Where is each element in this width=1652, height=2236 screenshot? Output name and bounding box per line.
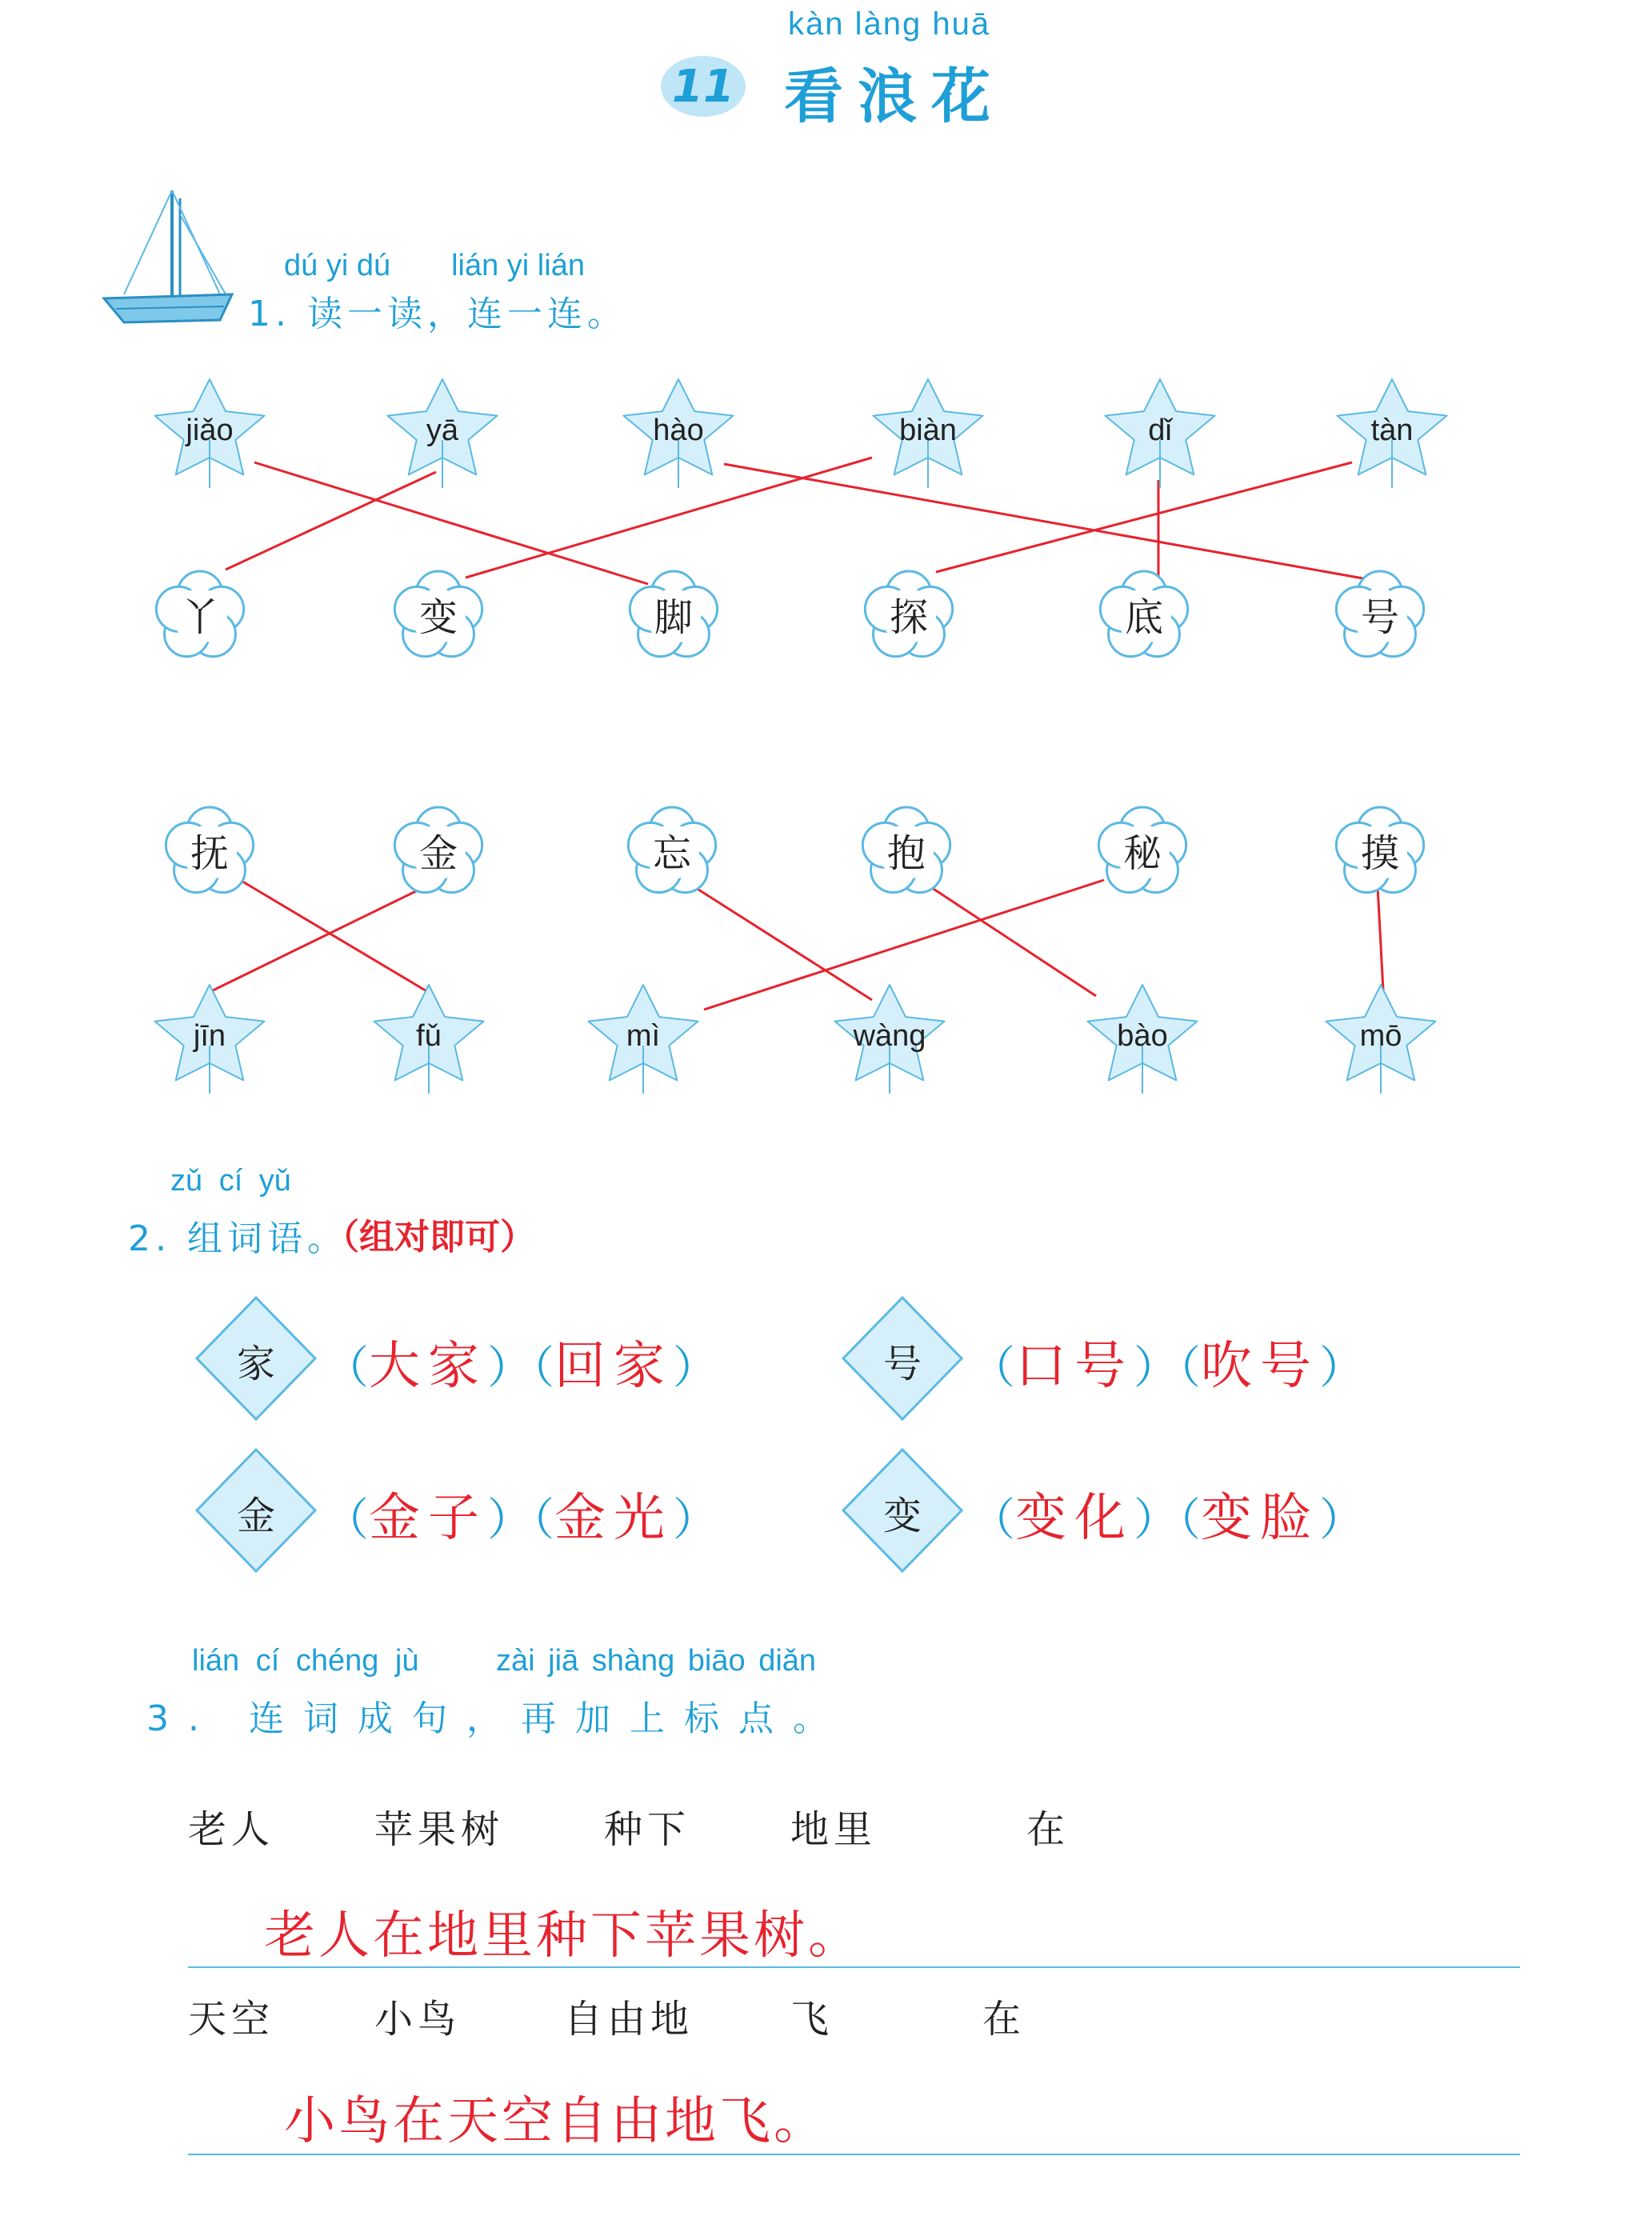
char-label: 底 (1124, 595, 1164, 640)
match-line-g1-3 (724, 464, 1372, 580)
q2-heading: 2. 组词语。 (128, 1218, 347, 1259)
q3-pinyin-b: zài jiā shàng biāo diǎn (496, 1644, 817, 1678)
char-label: 忘 (652, 831, 692, 876)
word-group-char: 号 (882, 1342, 922, 1386)
close-paren: ） (487, 1494, 532, 1546)
answer-word: 回家 (554, 1337, 673, 1396)
title-pinyin: kàn làng huā (788, 6, 991, 42)
word-group-item (192, 1446, 816, 1566)
sentence-word: 自由地 (564, 1997, 694, 2042)
pinyin-label: mō (1359, 1019, 1402, 1053)
match-line-g2-4 (920, 880, 1096, 996)
q3-row2-line (188, 2154, 1520, 2155)
open-paren: （ (970, 1494, 1015, 1546)
word-group-answers (970, 1477, 1364, 1550)
word-group-answers (970, 1325, 1364, 1398)
pinyin-label: wàng (853, 1019, 926, 1053)
pinyin-label: mì (626, 1019, 661, 1053)
word-group-item (192, 1294, 816, 1414)
char-label: 丫 (180, 595, 220, 640)
q2-note: （组对即可） (324, 1217, 535, 1258)
answer-word: 变脸 (1201, 1489, 1319, 1548)
sentence-word: 在 (1026, 1807, 1070, 1852)
answer-word: 变化 (1015, 1489, 1134, 1548)
answer-word: 金子 (369, 1489, 487, 1548)
match-line-g1-1 (254, 462, 648, 584)
sentence-word: 在 (982, 1997, 1026, 2042)
q3-heading: 3. 连词成句，再加上标点。 (146, 1698, 847, 1739)
close-paren: ） (1134, 1494, 1178, 1546)
close-paren: ） (673, 1494, 718, 1546)
pinyin-label: biàn (899, 414, 957, 447)
sentence-word: 地里 (790, 1807, 878, 1852)
match-line-g2-1 (240, 880, 428, 992)
q3-row1-answer: 老人在地里种下苹果树。 (264, 1906, 862, 1966)
char-label: 金 (418, 831, 458, 876)
char-label: 抱 (886, 831, 926, 876)
answer-word: 金光 (554, 1489, 673, 1548)
q2-pinyin: zǔ cí yǔ (170, 1164, 291, 1198)
pinyin-label: fǔ (416, 1019, 442, 1053)
word-group-answers (324, 1477, 718, 1550)
open-paren: （ (1178, 1342, 1201, 1394)
sentence-word: 老人 (188, 1807, 275, 1852)
char-label: 摸 (1360, 831, 1400, 876)
sentence-word: 天空 (188, 1997, 275, 2042)
char-label: 秘 (1122, 831, 1162, 876)
close-paren: ） (673, 1342, 718, 1394)
char-label: 号 (1360, 595, 1400, 640)
sentence-word: 小鸟 (374, 1997, 462, 2042)
pinyin-label: yā (426, 414, 459, 447)
char-label: 抚 (190, 831, 230, 876)
lesson-title: 看浪花 (784, 62, 1005, 131)
pinyin-label: bào (1117, 1019, 1168, 1053)
match-line-g2-5 (704, 880, 1104, 1010)
word-group-char: 家 (236, 1342, 275, 1386)
open-paren: （ (324, 1494, 369, 1546)
pinyin-label: dǐ (1148, 414, 1172, 447)
q3-row1-line (188, 1966, 1520, 1968)
word-group-item (838, 1446, 1462, 1566)
q3-row2-answer: 小鸟在天空自由地飞。 (284, 2092, 828, 2151)
pinyin-label: jiǎo (186, 414, 234, 447)
close-paren: ） (487, 1342, 532, 1394)
q1-heading: 1. 读一读，连一连。 (248, 294, 627, 334)
char-label: 探 (889, 595, 929, 640)
close-paren: ） (1319, 1342, 1364, 1394)
answer-word: 吹号 (1201, 1337, 1319, 1396)
word-group-char: 变 (882, 1494, 922, 1538)
match-line-g1-6 (936, 462, 1352, 572)
q3-pinyin-a: lián cí chéng jù (192, 1644, 419, 1678)
open-paren: （ (532, 1342, 554, 1394)
word-group-item (838, 1294, 1462, 1414)
open-paren: （ (532, 1494, 554, 1546)
match-line-g1-4 (466, 458, 872, 578)
char-label: 变 (418, 595, 458, 640)
close-paren: ） (1134, 1342, 1178, 1394)
answer-word: 口号 (1015, 1337, 1134, 1396)
lesson-number: 11 (672, 60, 734, 113)
open-paren: （ (1178, 1494, 1201, 1546)
close-paren: ） (1319, 1494, 1364, 1546)
q1-pinyin: dú yi dú lián yi lián (284, 249, 585, 282)
answer-word: 大家 (369, 1337, 487, 1396)
pinyin-label: tàn (1370, 414, 1414, 447)
pinyin-label: jīn (193, 1019, 226, 1053)
match-line-g2-2 (210, 888, 422, 992)
sentence-word: 苹果树 (374, 1807, 505, 1852)
sentence-word: 飞 (790, 1997, 834, 2042)
pinyin-label: hào (653, 414, 704, 447)
char-label: 脚 (654, 595, 694, 640)
word-group-answers (324, 1325, 718, 1398)
sentence-word: 种下 (604, 1807, 691, 1852)
open-paren: （ (324, 1342, 369, 1394)
open-paren: （ (970, 1342, 1015, 1394)
word-group-char: 金 (236, 1494, 275, 1538)
